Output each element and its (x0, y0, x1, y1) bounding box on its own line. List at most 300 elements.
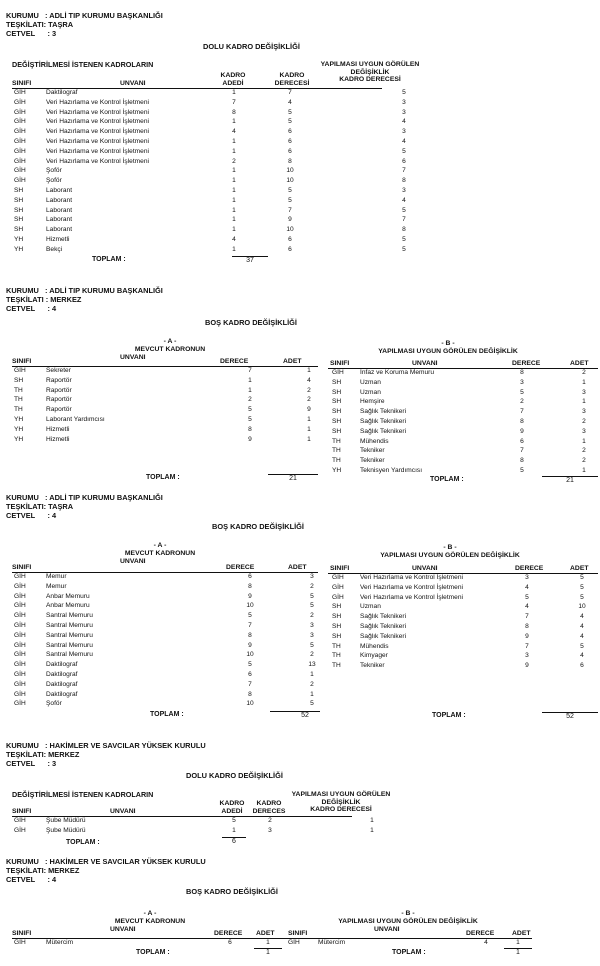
sinifi-cell: SH (332, 427, 342, 435)
kadro-adedi-cell: 1 (232, 216, 236, 224)
sinifi-cell: GİH (14, 128, 26, 136)
table-row (0, 643, 600, 653)
uygun-derece-cell: 3 (402, 108, 406, 116)
sinifi-header-a: SINIFI (12, 564, 32, 571)
unvani-cell: Sağlık Teknikeri (360, 427, 407, 435)
kadro-derecesi-cell: 7 (288, 206, 292, 214)
adet-cell: 3 (582, 427, 586, 435)
sinifi-cell: GİH (14, 680, 26, 688)
unvani-cell: Hemşire (360, 398, 385, 406)
derece-cell: 7 (520, 408, 524, 416)
sinifi-cell: YH (14, 425, 24, 433)
derece-cell: 8 (248, 582, 252, 590)
unvani-cell: Tekniker (360, 447, 385, 455)
yapilmasi-b-label: YAPILMASI UYGUN GÖRÜLEN DEĞİŞİKLİK (380, 552, 520, 559)
table-row (0, 128, 600, 138)
adet-cell: 1 (307, 367, 311, 374)
unvani-cell: Uzman (360, 378, 381, 386)
sinifi-cell: TH (14, 406, 23, 414)
unvani-cell: Daktilograf (46, 89, 78, 96)
cetvel-line: CETVEL : 4 (6, 875, 57, 884)
cetvel-line: CETVEL : 3 (6, 29, 57, 38)
table-row (0, 99, 600, 109)
kadro-adedi-header: KADRO ADEDİ (220, 72, 246, 87)
kadro-adedi-cell: 1 (232, 826, 236, 834)
sinifi-cell: GİH (332, 369, 344, 376)
unvani-cell: Raportör (46, 376, 72, 384)
sinifi-cell: TH (332, 447, 341, 455)
adet-cell: 5 (580, 593, 584, 601)
kadro-derecesi-cell: 3 (268, 826, 272, 834)
table-row (0, 376, 600, 389)
unvani-cell: Veri Hazırlama ve Kontrol İşletmeni (46, 98, 149, 106)
sinifi-cell: SH (332, 623, 342, 630)
uygun-derece-cell: 1 (370, 817, 374, 824)
total-value-a: 52 (301, 712, 309, 719)
unvani-cell: Daktilograf (46, 680, 78, 688)
derece-cell: 3 (520, 378, 524, 386)
uygun-derece-cell: 4 (402, 138, 406, 145)
sinifi-header-b: SINIFI (288, 930, 308, 937)
table-row (0, 236, 600, 246)
uygun-derece-cell: 5 (402, 236, 406, 243)
section-b-label: - B - (443, 544, 457, 551)
adet-header-a: ADET (288, 564, 307, 571)
table-row (0, 369, 600, 379)
sinifi-header-a: SINIFI (12, 358, 32, 365)
unvani-cell: Kimyager (360, 652, 388, 660)
unvani-header-a: UNVANI (120, 558, 146, 565)
sinifi-cell: GİH (14, 167, 26, 175)
sinifi-cell: SH (14, 196, 24, 204)
unvani-cell: Laborant (46, 206, 73, 214)
uygun-derece-cell: 6 (402, 157, 406, 165)
uygun-derece-cell: 1 (370, 826, 374, 834)
adet-cell: 5 (580, 583, 584, 591)
derece-cell: 9 (520, 427, 524, 435)
unvani-header-b: UNVANI (412, 565, 438, 572)
derece-cell: 7 (248, 367, 252, 374)
degistirilmesi-heading: DEĞİŞTİRİLMESİ İSTENEN KADROLARIN (12, 60, 154, 69)
sinifi-cell: TH (332, 457, 341, 465)
unvani-header-b: UNVANI (412, 360, 438, 367)
sinifi-header-b: SINIFI (330, 360, 350, 367)
unvani-cell: Şoför (46, 177, 62, 185)
adet-cell: 5 (310, 602, 314, 610)
sinifi-cell: SH (332, 613, 342, 621)
adet-cell: 2 (582, 447, 586, 455)
total-value: 37 (246, 257, 254, 264)
table-row (0, 662, 600, 672)
derece-cell: 3 (525, 574, 529, 581)
table-row (0, 700, 330, 710)
adet-cell: 2 (307, 396, 311, 404)
unvani-header-b: UNVANI (374, 926, 400, 933)
kadro-derecesi-cell: 5 (288, 196, 292, 204)
unvani-cell: Raportör (46, 406, 72, 414)
sinifi-cell: GİH (14, 108, 26, 116)
kadro-adedi-cell: 1 (232, 177, 236, 185)
derece-cell: 10 (246, 651, 254, 659)
uygun-derece-cell: 7 (402, 167, 406, 175)
derece-cell: 9 (525, 632, 529, 640)
sinifi-cell: YH (14, 236, 24, 243)
table-row (0, 691, 330, 701)
unvani-cell: Sağlık Teknikeri (360, 408, 407, 416)
unvani-cell: Teknisyen Yardımcısı (360, 467, 423, 474)
unvani-cell: Santral Memuru (46, 631, 93, 639)
derece-cell: 4 (484, 939, 488, 946)
sinifi-cell: SH (14, 206, 24, 214)
derece-cell: 9 (248, 435, 252, 443)
uygun-derece-cell: 4 (402, 196, 406, 204)
sinifi-cell: GİH (332, 593, 344, 601)
sinifi-cell: GİH (14, 817, 26, 824)
sinifi-cell: TH (332, 652, 341, 660)
unvani-cell: Uzman (360, 603, 381, 611)
adet-cell: 13 (308, 661, 316, 669)
adet-cell: 1 (307, 425, 311, 433)
kadro-derecesi-cell: 6 (288, 128, 292, 136)
adet-cell: 1 (310, 671, 314, 678)
cetvel-line: CETVEL : 4 (6, 304, 57, 313)
section-a-label: - A - (153, 542, 167, 549)
adet-cell: 2 (582, 418, 586, 425)
teskilati-line: TEŞKİLATI : MERKEZ (6, 295, 82, 304)
mevcut-label: MEVCUT KADRONUN (124, 550, 196, 557)
table-row (0, 594, 600, 604)
adet-cell: 5 (310, 641, 314, 649)
sinifi-cell: GİH (14, 700, 26, 708)
adet-cell: 10 (578, 603, 586, 611)
uygun-derece-cell: 8 (402, 177, 406, 185)
unvani-cell: Mühendis (360, 642, 389, 650)
unvani-cell: Mütercim (46, 939, 74, 946)
sinifi-cell: TH (332, 662, 341, 670)
total-label-b: TOPLAM : (392, 949, 426, 956)
sinifi-cell: GİH (14, 826, 26, 834)
table-row (0, 457, 600, 467)
sinifi-cell: GİH (14, 641, 26, 649)
unvani-cell: Anbar Memuru (46, 602, 90, 610)
kadro-dereces-header: KADRO DERECES (252, 800, 286, 815)
sinifi-cell: GİH (14, 592, 26, 600)
unvani-cell: Raportör (46, 396, 72, 404)
derece-cell: 10 (246, 602, 254, 610)
derece-cell: 7 (248, 680, 252, 688)
kadro-derecesi-cell: 8 (288, 157, 292, 165)
sinifi-cell: YH (332, 467, 342, 474)
table-row (0, 435, 600, 448)
unvani-cell: Veri Hazırlama ve Kontrol İşletmeni (46, 118, 149, 126)
adet-cell: 1 (582, 398, 586, 406)
derece-cell: 9 (248, 592, 252, 600)
sinifi-cell: SH (14, 187, 24, 194)
kadro-adedi-cell: 1 (232, 245, 236, 253)
total-value-b: 21 (566, 477, 574, 484)
uygun-derece-cell: 7 (402, 216, 406, 224)
total-label-b: TOPLAM : (430, 476, 464, 483)
total-label-a: TOPLAM : (150, 711, 184, 718)
unvani-cell: Hizmetli (46, 425, 70, 433)
sinifi-cell: GİH (14, 939, 26, 946)
mevcut-label: MEVCUT KADRONUN (134, 346, 206, 353)
kadro-adedi-cell: 1 (232, 206, 236, 214)
sinifi-cell: GİH (14, 671, 26, 678)
unvani-cell: Laborant (46, 216, 73, 224)
kadro-adedi-cell: 1 (232, 167, 236, 175)
adet-cell: 3 (582, 408, 586, 416)
derece-cell: 8 (520, 369, 524, 376)
adet-cell: 1 (582, 378, 586, 386)
bos-title: BOŞ KADRO DEĞİŞİKLİĞİ (205, 318, 297, 327)
sinifi-cell: GİH (14, 622, 26, 629)
unvani-cell: Veri Hazırlama ve Kontrol İşletmeni (46, 157, 149, 165)
sinifi-cell: GİH (14, 631, 26, 639)
teskilati-line: TEŞKİLATI: MERKEZ (6, 750, 80, 759)
unvani-cell: Uzman (360, 388, 381, 396)
sinifi-cell: SH (14, 226, 24, 234)
unvani-cell: Laborant (46, 196, 73, 204)
kadro-adedi-cell: 4 (232, 128, 236, 136)
unvani-cell: Laborant (46, 226, 73, 234)
unvani-cell: Şube Müdürü (46, 826, 86, 834)
table-row (0, 817, 600, 827)
mevcut-label: MEVCUT KADRONUN (114, 918, 186, 925)
unvani-header-a: UNVANI (120, 354, 146, 361)
kadro-adedi-cell: 2 (232, 157, 236, 165)
kurumu-line: KURUMU : ADLİ TIP KURUMU BAŞKANLIĞI (6, 286, 163, 295)
table-row (0, 197, 600, 207)
sinifi-cell: YH (14, 245, 24, 253)
sinifi-cell: SH (332, 388, 342, 396)
sinifi-cell: SH (14, 216, 24, 224)
sinifi-cell: SH (332, 603, 342, 611)
unvani-cell: Veri Hazırlama ve Kontrol İşletmeni (46, 147, 149, 155)
kadro-adedi-cell: 1 (232, 118, 236, 126)
sinifi-cell: TH (332, 642, 341, 650)
teskilati-line: TEŞKİLATI: MERKEZ (6, 866, 80, 875)
adet-header-a: ADET (283, 358, 302, 365)
sinifi-cell: GİH (14, 177, 26, 185)
kadro-derecesi-cell: 6 (288, 147, 292, 155)
total-label-b: TOPLAM : (432, 712, 466, 719)
unvani-cell: Şube Müdürü (46, 817, 86, 824)
sinifi-cell: GİH (332, 583, 344, 591)
unvani-cell: Mühendis (360, 437, 389, 445)
derece-header-b: DERECE (515, 565, 544, 572)
adet-cell: 1 (266, 939, 270, 946)
derece-cell: 6 (520, 437, 524, 445)
derece-cell: 9 (525, 662, 529, 670)
sinifi-cell: SH (332, 378, 342, 386)
unvani-cell: Veri Hazırlama ve Kontrol İşletmeni (46, 128, 149, 136)
adet-cell: 2 (310, 680, 314, 688)
kurumu-line: KURUMU : HAKİMLER VE SAVCILAR YÜKSEK KURULU (6, 741, 206, 750)
derece-cell: 5 (248, 612, 252, 620)
uygun-derece-cell: 5 (402, 89, 406, 96)
unvani-cell: Sekreter (46, 367, 71, 374)
uygun-derece-cell: 3 (402, 98, 406, 106)
unvani-cell: Veri Hazırlama ve Kontrol İşletmeni (46, 138, 149, 145)
unvani-cell: Bekçi (46, 245, 63, 253)
unvani-header: UNVANI (110, 808, 136, 815)
sinifi-header-a: SINIFI (12, 930, 32, 937)
table-row (0, 187, 600, 197)
unvani-cell: Şoför (46, 700, 62, 708)
derece-header-b: DERECE (466, 930, 495, 937)
unvani-cell: Daktilograf (46, 661, 78, 669)
sinifi-cell: SH (332, 632, 342, 640)
derece-cell: 6 (228, 939, 232, 946)
derece-cell: 5 (248, 661, 252, 669)
derece-cell: 8 (520, 418, 524, 425)
unvani-cell: Sağlık Teknikeri (360, 632, 407, 640)
sinifi-cell: GİH (14, 157, 26, 165)
total-value-b: 1 (516, 949, 520, 956)
adet-cell: 4 (580, 632, 584, 640)
table-row (0, 216, 600, 226)
total-value-a: 1 (266, 949, 270, 956)
derece-cell: 1 (248, 376, 252, 384)
sinifi-cell: TH (332, 437, 341, 445)
kadro-derecesi-cell: 6 (288, 138, 292, 145)
derece-header-a: DERECE (220, 358, 249, 365)
kadro-derecesi-cell: 2 (268, 817, 272, 824)
adet-cell: 3 (310, 573, 314, 580)
sinifi-cell: GİH (14, 582, 26, 590)
sinifi-cell: TH (14, 396, 23, 404)
section-b-label: - B - (401, 910, 415, 917)
adet-cell: 2 (582, 457, 586, 465)
adet-cell: 6 (580, 662, 584, 670)
kadro-derecesi-cell: 5 (288, 187, 292, 194)
adet-cell: 1 (310, 690, 314, 698)
uygun-derece-cell: 5 (402, 206, 406, 214)
adet-header-b: ADET (570, 565, 589, 572)
adet-cell: 2 (310, 582, 314, 590)
table-row (0, 226, 600, 236)
sinifi-cell: GİH (14, 118, 26, 126)
uygun-derece-cell: 5 (402, 245, 406, 253)
adet-cell: 5 (310, 592, 314, 600)
cetvel-line: CETVEL : 3 (6, 759, 57, 768)
table-row (0, 109, 600, 119)
table-row (0, 584, 600, 594)
derece-cell: 2 (520, 398, 524, 406)
table-row (0, 613, 600, 623)
unvani-cell: Memur (46, 573, 67, 580)
section-a-label: - A - (163, 338, 177, 345)
kurumu-line: KURUMU : HAKİMLER VE SAVCILAR YÜKSEK KURULU (6, 857, 206, 866)
uygun-derece-cell: 8 (402, 226, 406, 234)
yapilmasi-b-label: YAPILMASI UYGUN GÖRÜLEN DEĞİŞİKLİK (338, 918, 478, 925)
degistirilmesi-heading: DEĞİŞTİRİLMESİ İSTENEN KADROLARIN (12, 790, 154, 799)
kadro-derecesi-cell: 9 (288, 216, 292, 224)
adet-cell: 4 (307, 376, 311, 384)
table-row (0, 603, 600, 613)
derece-header-b: DERECE (512, 360, 541, 367)
uygun-derece-cell: 3 (402, 128, 406, 136)
unvani-cell: Santral Memuru (46, 612, 93, 620)
unvani-cell: Veri Hazırlama ve Kontrol İşletmeni (46, 108, 149, 116)
sinifi-header-b: SINIFI (330, 565, 350, 572)
derece-cell: 1 (248, 386, 252, 394)
sinifi-cell: GİH (14, 98, 26, 106)
kadro-adedi-cell: 5 (232, 817, 236, 824)
adet-cell: 3 (310, 631, 314, 639)
unvani-cell: Veri Hazırlama ve Kontrol İşletmeni (360, 593, 463, 601)
derece-cell: 8 (520, 457, 524, 465)
kadro-derecesi-cell: 5 (288, 118, 292, 126)
uygun-derece-cell: 3 (402, 187, 406, 194)
sinifi-cell: GİH (332, 574, 344, 581)
table-row (0, 574, 600, 584)
kadro-derecesi-cell: 5 (288, 108, 292, 116)
table-row (0, 652, 600, 662)
bos-title: BOŞ KADRO DEĞİŞİKLİĞİ (212, 522, 304, 531)
unvani-cell: Daktilograf (46, 690, 78, 698)
unvani-header: UNVANI (120, 80, 146, 87)
table-row (0, 447, 600, 457)
kurumu-line: KURUMU : ADLİ TIP KURUMU BAŞKANLIĞI (6, 493, 163, 502)
kadro-derecesi-cell: 7 (288, 89, 292, 96)
adet-cell: 1 (307, 416, 311, 423)
table-row (0, 386, 600, 399)
adet-header-b: ADET (570, 360, 589, 367)
table-row (0, 118, 600, 128)
yapilmasi-heading: YAPILMASI UYGUN GÖRÜLEN DEĞİŞİKLİK KADRO DERECESİ (291, 791, 391, 813)
kadro-adedi-cell: 1 (232, 196, 236, 204)
derece-cell: 5 (520, 388, 524, 396)
total-label-a: TOPLAM : (146, 474, 180, 481)
derece-cell: 4 (525, 603, 529, 611)
kadro-derecesi-cell: 10 (286, 226, 294, 234)
table-row (0, 425, 600, 438)
unvani-cell: Veri Hazırlama ve Kontrol İşletmeni (360, 574, 463, 581)
unvani-cell: Santral Memuru (46, 641, 93, 649)
sinifi-header: SINIFI (12, 80, 32, 87)
kadro-adedi-cell: 1 (232, 226, 236, 234)
table-row (0, 827, 600, 837)
unvani-header-a: UNVANI (110, 926, 136, 933)
dolu-title: DOLU KADRO DEĞİŞİKLİĞİ (203, 42, 300, 51)
derece-cell: 8 (248, 425, 252, 433)
sinifi-cell: GİH (14, 147, 26, 155)
adet-cell: 5 (580, 574, 584, 581)
section-b-label: - B - (441, 340, 455, 347)
yapilmasi-heading: YAPILMASI UYGUN GÖRÜLEN DEĞİŞİKLİK KADRO DERECESİ (320, 61, 420, 83)
kadro-adedi-cell: 7 (232, 98, 236, 106)
derece-cell: 8 (248, 631, 252, 639)
derece-header-a: DERECE (226, 564, 255, 571)
sinifi-cell: YH (14, 416, 24, 423)
sinifi-cell: SH (332, 398, 342, 406)
sinifi-cell: TH (14, 386, 23, 394)
derece-cell: 5 (248, 416, 252, 423)
kadro-adedi-cell: 1 (232, 147, 236, 155)
sinifi-cell: GİH (14, 573, 26, 580)
kadro-derecesi-cell: 4 (288, 98, 292, 106)
table-row (0, 246, 600, 256)
kadro-derecesi-header: KADRO DERECESİ (274, 72, 310, 87)
adet-header-a: ADET (256, 930, 275, 937)
derece-cell: 8 (248, 690, 252, 698)
kadro-derecesi-cell: 10 (286, 167, 294, 175)
total-label-a: TOPLAM : (136, 949, 170, 956)
table-row (0, 158, 600, 168)
adet-cell: 1 (582, 437, 586, 445)
